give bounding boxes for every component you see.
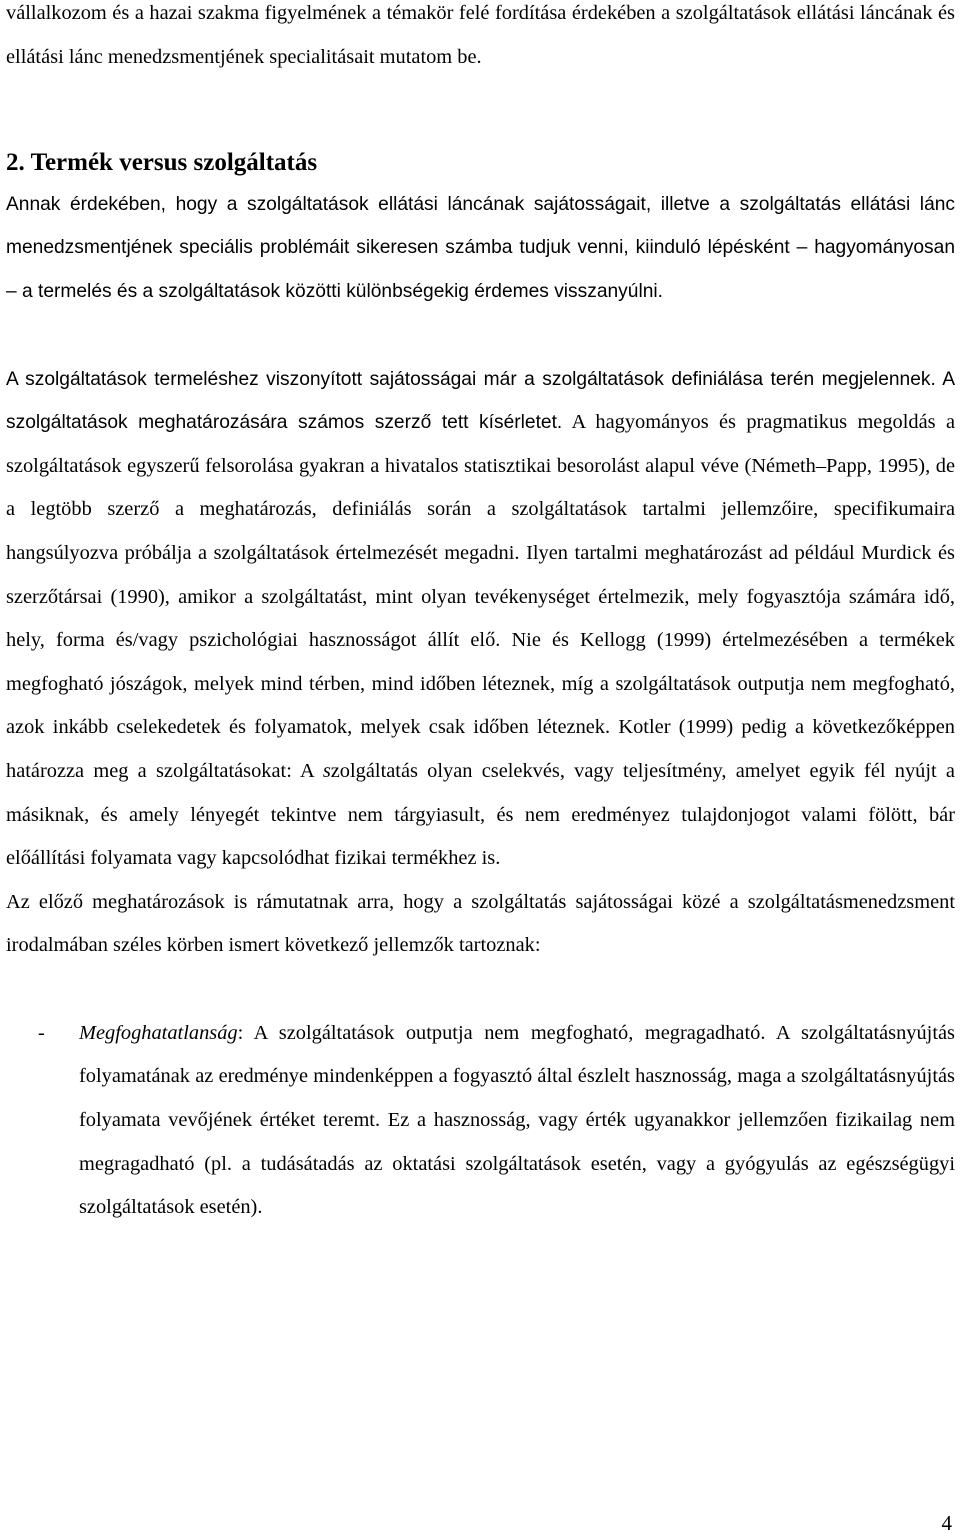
paragraph-1: Annak érdekében, hogy a szolgáltatások ellátási láncának sajátosságait, illetve a szolgáltatás ellátási lánc menedzsmentjének speciális problémáit sikeresen számba tudjuk venni, kiinduló lépésként – hagyományosan – a termelés és a szolgáltatások közötti különbségekig érdemes visszanyúlni.	[6, 193, 955, 302]
list-item	[6, 1012, 955, 1230]
list-dash: -	[38, 1021, 45, 1044]
paragraph-2	[6, 358, 955, 881]
paragraph-2-italic-letter: s	[322, 759, 331, 782]
document-page	[6, 0, 955, 1230]
intro-paragraph: vállalkozom és a hazai szakma figyelmének a témakör felé fordítása érdekében a szolgáltatások ellátási láncának és ellátási lánc menedzsmentjének specialitásait mutatom be.	[6, 2, 955, 68]
paragraph-2-serif-part-2: zolgáltatás olyan cselekvés, vagy teljesítmény, amelyet egyik fél nyújt a másiknak, és amely lényegét tekintve nem tárgyiasult, és nem eredményez tulajdonjogot valami fölött, bár előállítási folyamata vagy kapcsolódhat fizikai termékhez is.	[6, 759, 955, 870]
paragraph-2-sans-part: A szolgáltatások termeléshez viszonyított sajátosságai már a szolgáltatások definiálása terén megjelennek. A szolgáltatások meghatározására számos szerző tett kísérletet.	[6, 368, 955, 434]
list-item-text: : A szolgáltatások outputja nem megfogható, megragadható. A szolgáltatásnyújtás folyamatának az eredménye mindenképpen a fogyasztó által észlelt hasznosság, maga a szolgáltatásnyújtás folyamata vevőjének értéket teremt. Ez a hasznosság, vagy érték ugyanakkor jellemzően fizikailag nem megragadható (pl. a tudásátadás az oktatási szolgáltatások esetén, vagy a gyógyulás az egészségügyi szolgáltatások esetén).	[79, 1021, 955, 1219]
list-item-term: Megfoghatatlanság	[79, 1021, 238, 1044]
paragraph-3: Az előző meghatározások is rámutatnak arra, hogy a szolgáltatás sajátosságai közé a szolgáltatásmenedzsment irodalmában széles körben ismert következő jellemzők tartoznak:	[6, 890, 955, 957]
section-number: 2.	[6, 149, 25, 177]
section-heading	[6, 141, 955, 185]
section-title: Termék versus szolgáltatás	[30, 149, 318, 177]
page-number: 4	[941, 1511, 952, 1535]
paragraph-2-serif-part-1: A hagyományos és pragmatikus megoldás a szolgáltatások egyszerű felsorolása gyakran a hivatalos statisztikai besorolást alapul véve (Németh–Papp, 1995), de a legtöbb szerző a meghatározás, definiálás során a szolgáltatások tartalmi jellemzőire, specifikumaira hangsúlyozva próbálja a szolgáltatások értelmezését megadni. Ilyen tartalmi meghatározást ad például Murdick és szerzőtársai (1990), amikor a szolgáltatást, mint olyan tevékenységet értelmezik, mely fogyasztója számára idő, hely, forma és/vagy pszichológiai hasznosságot állít elő. Nie és Kellogg (1999) értelmezésében a termékek megfogható jószágok, melyek mind térben, mind időben léteznek, míg a szolgáltatások outputja nem megfogható, azok inkább cselekedetek és folyamatok, melyek csak időben léteznek. Kotler (1999) pedig a következőképpen határozza meg a szolgáltatásokat: A	[6, 411, 955, 782]
